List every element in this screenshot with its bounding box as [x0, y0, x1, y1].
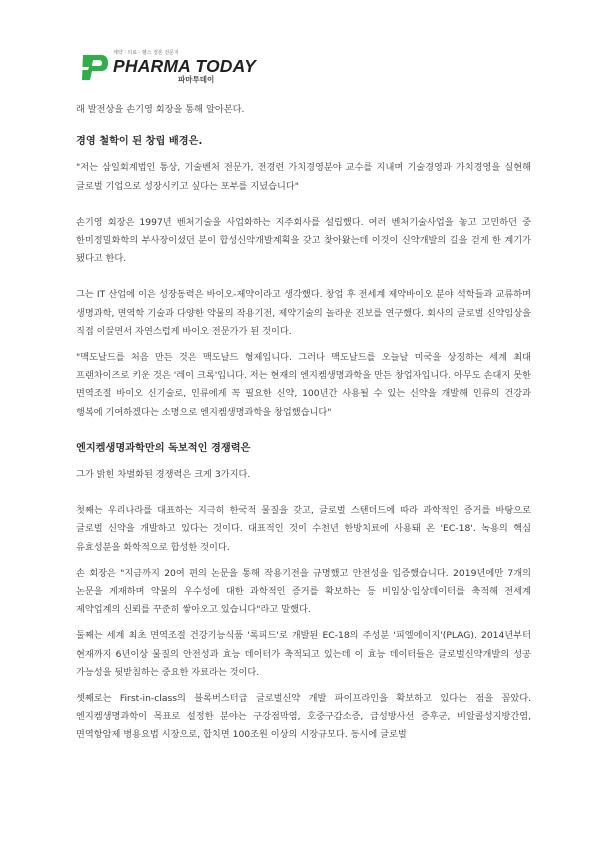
paragraph-founding-story: 손기영 회장은 1997년 벤처기술을 사업화하는 지주회사를 설립했다. 여러 벤처기술사업을 놓고 고민하던 중 한미정밀화학의 부사장이셨던 분이 합성신약개발계획을 갖고 찾아왔는데 이것이 신약개발의 길을 걷게 한 계기가 됐다고 한다.	[76, 216, 531, 265]
article-intro: 래 발전상을 손기영 회장을 통해 알아본다.	[76, 104, 245, 115]
paragraph-second-strength: 둘째는 세계 최초 면역조절 건강기능식품 '록피드'로 개발된 EC-18의 주성분 '피엘에이지'(PLAG). 2014년부터 현재까지 6년이상 물질의 안전성과 효능 데이터가 축적되고 있는데 이 효능 데이터들은 글로벌신약개발의 성공 가능성을 뒷받침하는 중요한 자료라는 것이다.	[76, 630, 531, 678]
paragraph-third-strength: 셋째로는 First-in-class의 블록버스터급 글로벌신약 개발 파이프라인을 확보하고 있다는 점을 꼽았다. 엔지켐생명과학이 목표로 설정한 분야는 구강점막염, 호중구감소증, 급성방사선 증후군, 비알콜성지방간염, 면역항암제 병용요법 시장으로, 합치면 100조원 이상의 시장규모다. 동시에 글로벌	[76, 693, 531, 741]
paragraph-ceo-quote-papers: 손 회장은 "지금까지 20여 편의 논문을 통해 작용기전을 규명했고 안전성을 입증했습니다. 2019년에만 7개의 논문을 게재하며 약물의 우수성에 대한 과학적인 증거를 확보하는 등 비임상·임상데이터를 축적해 전세계 제약업계의 신뢰를 꾸준히 쌓아오고 있습니다"라고 말했다.	[76, 567, 531, 616]
section-heading-founding: 경영 철학이 된 창립 배경은.	[76, 136, 203, 148]
section-heading-competitiveness: 엔지켐생명과학만의 독보적인 경쟁력은	[76, 442, 251, 454]
logo-wordmark: PHARMA TODAY	[113, 56, 257, 76]
paragraph-three-strengths: 그가 밝힌 차별화된 경쟁력은 크게 3가지다.	[76, 469, 251, 481]
paragraph-quote-ambition: "저는 삼일회계법인 통상, 기술벤처 전문가, 전경련 가치경영분야 교수를 지내며 기술경영과 가치경영을 실현해 글로벌 기업으로 성장시키고 싶다는 포부를 지녔습니다"	[76, 162, 531, 192]
paragraph-bio-pharma-vision: 그는 IT 산업에 이은 성장동력은 바이오-제약이라고 생각했다. 창업 후 전세계 제약바이오 분야 석학들과 교류하며 생명과학, 면역학 기술과 다양한 약물의 작용기전, 제약기술의 놀라운 진보를 연구했다. 회사의 글로벌 신약임상을 직접 이끌면서 자연스럽게 바이오 전문가가 된 것이다.	[76, 289, 531, 337]
paragraph-quote-mcdonalds: "맥도날드를 처음 만든 것은 맥도날드 형제입니다. 그러나 맥도날드를 오늘날 미국을 상징하는 세계 최대 프랜차이즈로 키운 것은 '레이 크록'입니다. 저는 현재의 엔지켐생명과학을 만든 창업자입니다. 아무도 손대지 못한 면역조절 바이오 신기술로, 인류에게 꼭 필요한 신약, 100년간 사용될 수 있는 신약을 개발해 인류의 건강과 행복에 기여하겠다는 소명으로 엔지켐생명과학을 창업했습니다"	[76, 352, 531, 418]
logo-tagline: 제약 · 의료 · 헬스 정론 전문지	[113, 50, 179, 56]
paragraph-first-strength: 첫째는 우리나라를 대표하는 지극히 한국적 물질을 갖고, 글로벌 스탠더드에 따라 과학적인 증거를 바탕으로 글로벌 신약을 개발하고 있다는 것이다. 대표적인 것이 수천년 한방치료에 사용돼 온 'EC-18'. 녹용의 핵심 유효성분을 화학적으로 합성한 것이다.	[76, 505, 531, 553]
pharma-today-logo[interactable]	[80, 50, 270, 84]
pharma-today-p-logo-icon	[80, 52, 110, 82]
article-body	[76, 101, 531, 745]
logo-korean-name: 파마투데이	[178, 75, 215, 84]
